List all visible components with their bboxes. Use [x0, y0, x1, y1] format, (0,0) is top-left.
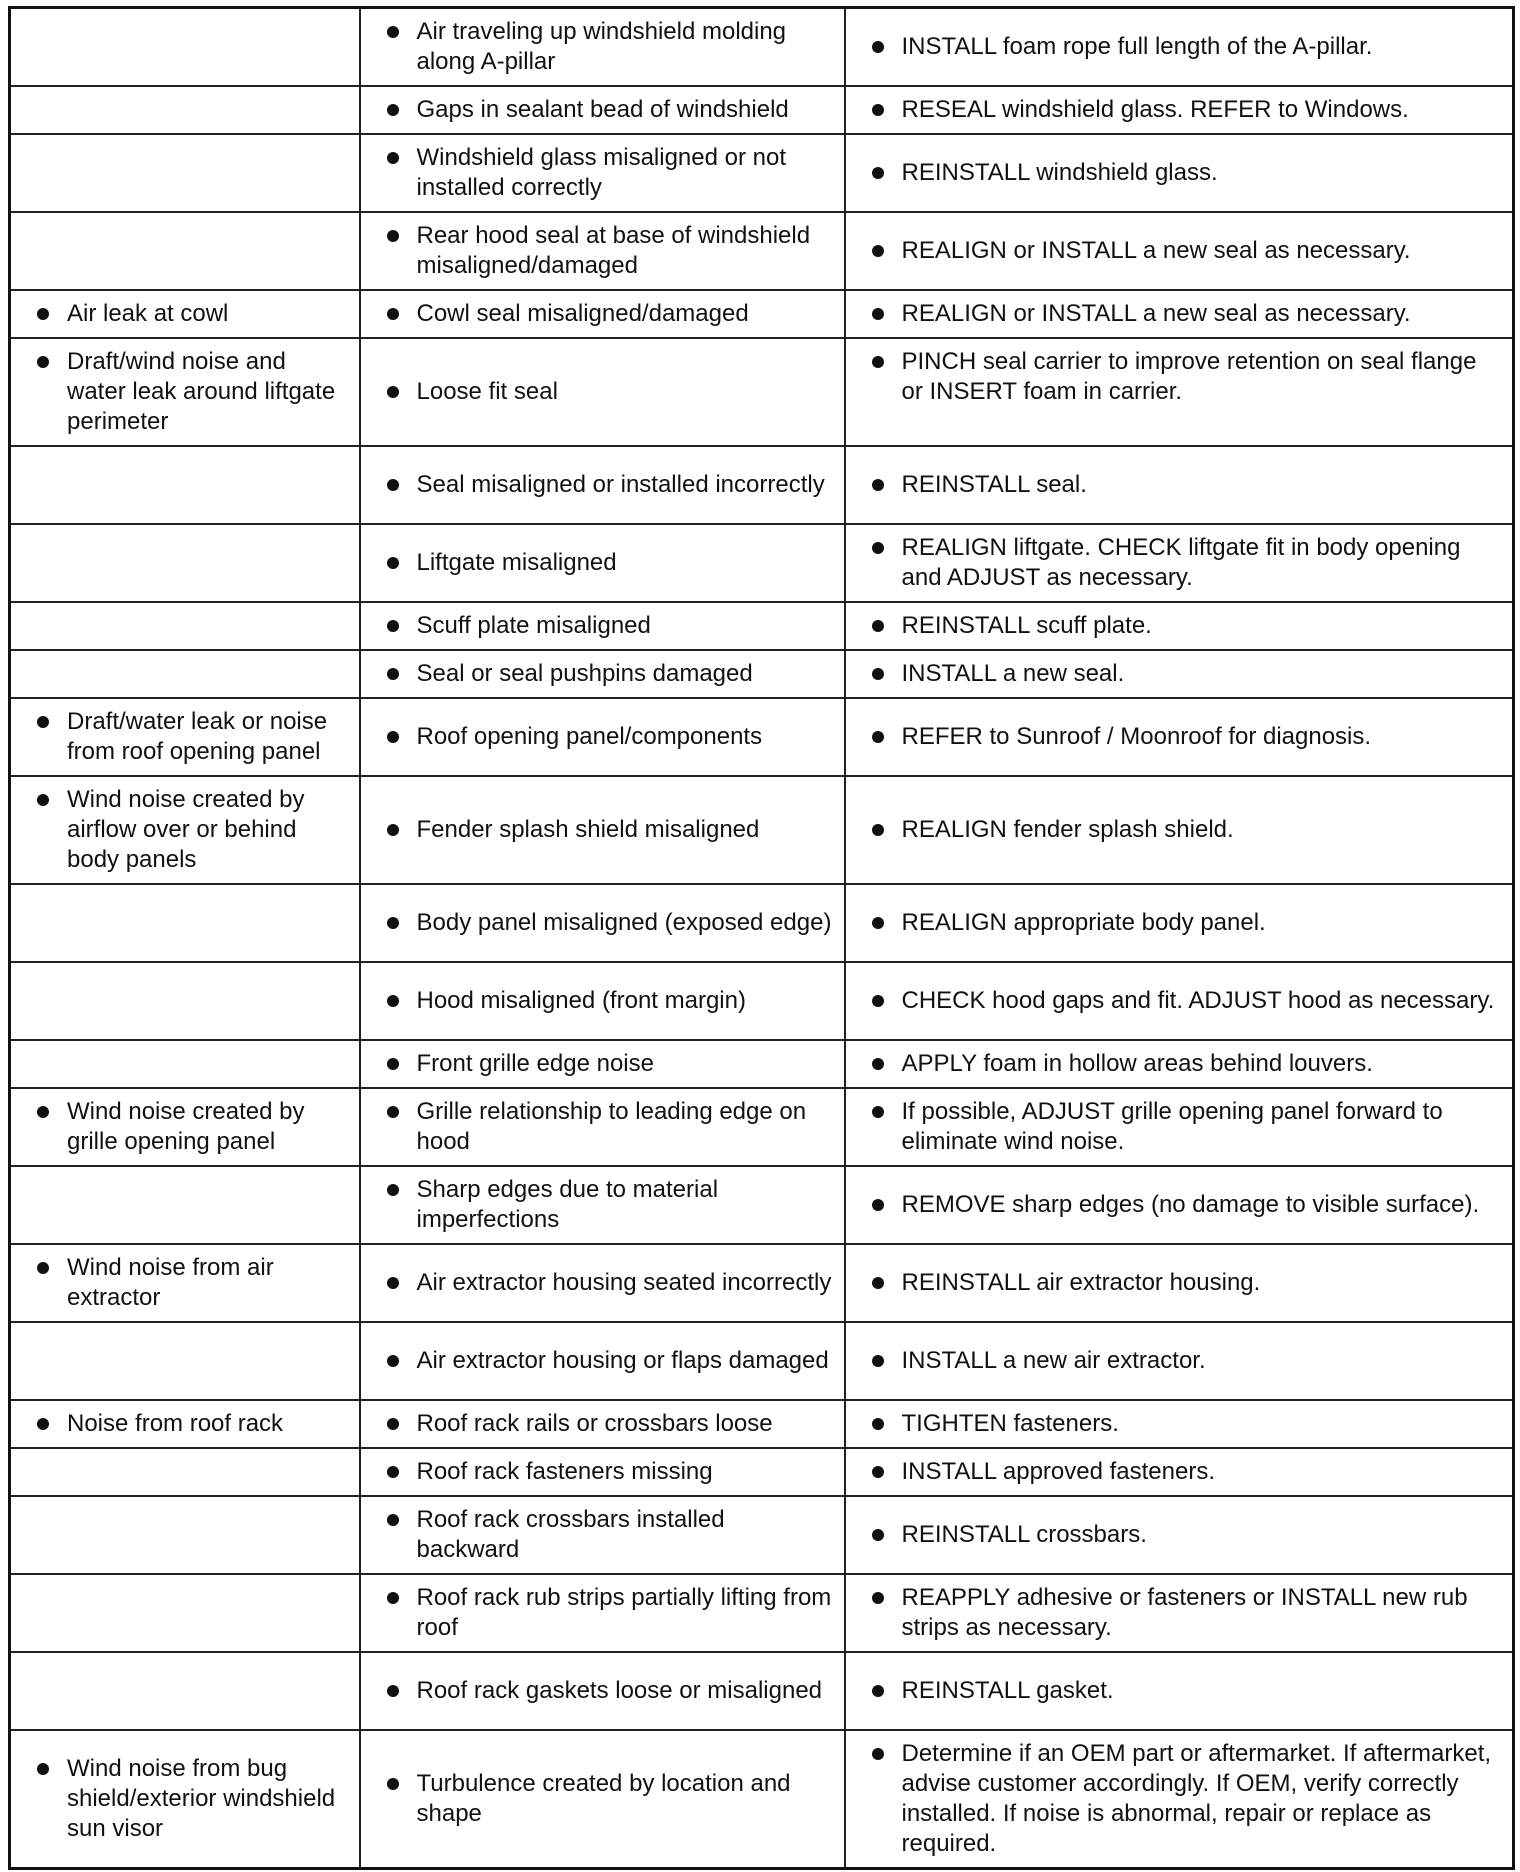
symptom-cell [10, 446, 360, 524]
action-text: REINSTALL seal. [901, 471, 1087, 498]
symptom-cell [10, 338, 360, 446]
action-text: REAPPLY adhesive or fasteners or INSTALL new rub strips as necessary. [901, 1584, 1468, 1641]
symptom-cell [10, 650, 360, 698]
action-cell [845, 290, 1514, 338]
bullet-icon [387, 1355, 399, 1367]
table-row [10, 212, 1514, 290]
source-item [371, 548, 834, 578]
symptom-item [21, 1097, 349, 1157]
action-cell [845, 1574, 1514, 1652]
action-text: REALIGN or INSTALL a new seal as necessary. [901, 237, 1411, 264]
action-cell [845, 1652, 1514, 1730]
bullet-icon [387, 1778, 399, 1790]
action-item [856, 1739, 1503, 1859]
action-cell [845, 1400, 1514, 1448]
symptom-cell [10, 1730, 360, 1869]
bullet-icon [872, 1529, 884, 1541]
action-text: INSTALL a new seal. [901, 660, 1125, 687]
source-text: Grille relationship to leading edge on hood [416, 1098, 807, 1155]
bullet-icon [387, 1106, 399, 1118]
source-cell [360, 884, 845, 962]
action-text: TIGHTEN fasteners. [901, 1410, 1119, 1437]
bullet-icon [872, 104, 884, 116]
source-cell [360, 1040, 845, 1088]
action-text: INSTALL a new air extractor. [901, 1347, 1206, 1374]
action-text: REINSTALL air extractor housing. [901, 1269, 1261, 1296]
bullet-icon [872, 1748, 884, 1760]
bullet-icon [387, 620, 399, 632]
bullet-icon [387, 1592, 399, 1604]
bullet-icon [387, 668, 399, 680]
source-cell [360, 650, 845, 698]
action-text: Determine if an OEM part or aftermarket. If aftermarket, advise customer accordingly. If OEM, verify correctly installed. If noise is abnormal, repair or replace as required. [901, 1740, 1492, 1857]
source-text: Air extractor housing or flaps damaged [416, 1347, 829, 1374]
symptom-cell [10, 698, 360, 776]
bullet-icon [37, 308, 49, 320]
source-item [371, 1049, 834, 1079]
action-item [856, 815, 1503, 845]
source-text: Hood misaligned (front margin) [416, 987, 746, 1014]
source-text: Air traveling up windshield molding along A-pillar [416, 18, 787, 75]
source-item [371, 221, 834, 281]
bullet-icon [37, 1763, 49, 1775]
action-text: INSTALL approved fasteners. [901, 1458, 1215, 1485]
source-text: Windshield glass misaligned or not installed correctly [416, 144, 787, 201]
action-cell [845, 776, 1514, 884]
action-item [856, 986, 1503, 1016]
symptom-item [21, 707, 349, 767]
symptom-cell [10, 602, 360, 650]
symptom-chart-body [10, 8, 1514, 1869]
table-row [10, 1244, 1514, 1322]
action-item [856, 1676, 1503, 1706]
table-row [10, 524, 1514, 602]
symptom-text: Draft/wind noise and water leak around liftgate perimeter [67, 348, 336, 435]
table-row [10, 650, 1514, 698]
bullet-icon [37, 356, 49, 368]
source-cell [360, 86, 845, 134]
symptom-cell [10, 1040, 360, 1088]
action-item [856, 347, 1503, 407]
bullet-icon [387, 152, 399, 164]
action-text: If possible, ADJUST grille opening panel forward to eliminate wind noise. [901, 1098, 1443, 1155]
action-text: REALIGN or INSTALL a new seal as necessary. [901, 300, 1411, 327]
symptom-item [21, 347, 349, 437]
symptom-item [21, 299, 349, 329]
bullet-icon [872, 824, 884, 836]
table-row [10, 962, 1514, 1040]
bullet-icon [872, 1685, 884, 1697]
table-row [10, 1088, 1514, 1166]
bullet-icon [872, 1466, 884, 1478]
action-item [856, 1049, 1503, 1079]
action-cell [845, 338, 1514, 446]
source-text: Roof rack rails or crossbars loose [416, 1410, 773, 1437]
symptom-item [21, 785, 349, 875]
action-cell [845, 1448, 1514, 1496]
table-row [10, 1166, 1514, 1244]
table-row [10, 446, 1514, 524]
source-item [371, 1505, 834, 1565]
source-text: Fender splash shield misaligned [416, 816, 760, 843]
bullet-icon [872, 41, 884, 53]
source-cell [360, 1088, 845, 1166]
diagnosis-sheet [8, 6, 1512, 1866]
source-text: Body panel misaligned (exposed edge) [416, 909, 832, 936]
action-text: RESEAL windshield glass. REFER to Windows. [901, 96, 1409, 123]
source-text: Front grille edge noise [416, 1050, 654, 1077]
action-item [856, 1190, 1503, 1220]
source-cell [360, 698, 845, 776]
source-cell [360, 776, 845, 884]
bullet-icon [387, 1685, 399, 1697]
table-row [10, 1322, 1514, 1400]
table-row [10, 1730, 1514, 1869]
table-row [10, 776, 1514, 884]
table-row [10, 1652, 1514, 1730]
action-text: REALIGN liftgate. CHECK liftgate fit in body opening and ADJUST as necessary. [901, 534, 1461, 591]
table-row [10, 1574, 1514, 1652]
action-cell [845, 698, 1514, 776]
bullet-icon [387, 1418, 399, 1430]
action-item [856, 95, 1503, 125]
action-text: REINSTALL gasket. [901, 1677, 1114, 1704]
symptom-cell [10, 884, 360, 962]
bullet-icon [37, 1418, 49, 1430]
bullet-icon [387, 1277, 399, 1289]
source-cell [360, 1322, 845, 1400]
source-cell [360, 962, 845, 1040]
action-item [856, 533, 1503, 593]
action-item [856, 1346, 1503, 1376]
symptom-cell [10, 86, 360, 134]
bullet-icon [872, 356, 884, 368]
table-row [10, 1040, 1514, 1088]
source-item [371, 299, 834, 329]
bullet-icon [872, 542, 884, 554]
bullet-icon [387, 479, 399, 491]
source-cell [360, 212, 845, 290]
source-item [371, 1457, 834, 1487]
source-item [371, 377, 834, 407]
symptom-text: Wind noise created by airflow over or behind body panels [67, 786, 305, 873]
action-cell [845, 86, 1514, 134]
bullet-icon [37, 1262, 49, 1274]
action-item [856, 470, 1503, 500]
bullet-icon [387, 26, 399, 38]
source-text: Scuff plate misaligned [416, 612, 651, 639]
symptom-cell [10, 962, 360, 1040]
bullet-icon [37, 794, 49, 806]
source-item [371, 1769, 834, 1829]
action-item [856, 1457, 1503, 1487]
table-row [10, 884, 1514, 962]
symptom-cell [10, 290, 360, 338]
table-row [10, 1400, 1514, 1448]
bullet-icon [872, 479, 884, 491]
bullet-icon [387, 557, 399, 569]
source-text: Liftgate misaligned [416, 549, 617, 576]
source-item [371, 659, 834, 689]
action-item [856, 1409, 1503, 1439]
bullet-icon [387, 386, 399, 398]
source-cell [360, 1652, 845, 1730]
bullet-icon [37, 716, 49, 728]
bullet-icon [872, 668, 884, 680]
symptom-cell [10, 1166, 360, 1244]
table-row [10, 1496, 1514, 1574]
source-item [371, 95, 834, 125]
action-text: REMOVE sharp edges (no damage to visible surface). [901, 1191, 1480, 1218]
bullet-icon [387, 731, 399, 743]
source-cell [360, 1448, 845, 1496]
source-text: Turbulence created by location and shape [416, 1770, 791, 1827]
source-text: Roof rack crossbars installed backward [416, 1506, 725, 1563]
source-text: Roof opening panel/components [416, 723, 763, 750]
source-text: Roof rack fasteners missing [416, 1458, 713, 1485]
symptom-chart-table [8, 6, 1515, 1870]
table-row [10, 134, 1514, 212]
bullet-icon [872, 1418, 884, 1430]
source-cell [360, 602, 845, 650]
action-item [856, 1520, 1503, 1550]
source-text: Seal or seal pushpins damaged [416, 660, 753, 687]
action-item [856, 722, 1503, 752]
source-cell [360, 446, 845, 524]
symptom-item [21, 1253, 349, 1313]
action-item [856, 908, 1503, 938]
source-item [371, 722, 834, 752]
source-item [371, 1346, 834, 1376]
table-row [10, 602, 1514, 650]
source-text: Cowl seal misaligned/damaged [416, 300, 749, 327]
source-text: Air extractor housing seated incorrectly [416, 1269, 832, 1296]
bullet-icon [872, 167, 884, 179]
bullet-icon [387, 1184, 399, 1196]
source-item [371, 1583, 834, 1643]
action-cell [845, 1730, 1514, 1869]
source-cell [360, 1496, 845, 1574]
action-text: REINSTALL scuff plate. [901, 612, 1152, 639]
bullet-icon [387, 1058, 399, 1070]
action-text: APPLY foam in hollow areas behind louvers. [901, 1050, 1373, 1077]
action-cell [845, 134, 1514, 212]
symptom-item [21, 1409, 349, 1439]
symptom-cell [10, 1244, 360, 1322]
source-cell [360, 290, 845, 338]
source-text: Gaps in sealant bead of windshield [416, 96, 789, 123]
source-text: Rear hood seal at base of windshield misaligned/damaged [416, 222, 811, 279]
action-cell [845, 602, 1514, 650]
bullet-icon [387, 104, 399, 116]
source-cell [360, 1244, 845, 1322]
source-item [371, 1409, 834, 1439]
action-text: REINSTALL windshield glass. [901, 159, 1218, 186]
action-item [856, 1583, 1503, 1643]
symptom-text: Wind noise from bug shield/exterior windshield sun visor [67, 1755, 336, 1842]
source-cell [360, 1166, 845, 1244]
table-row [10, 86, 1514, 134]
source-item [371, 470, 834, 500]
action-text: REINSTALL crossbars. [901, 1521, 1147, 1548]
symptom-cell [10, 1448, 360, 1496]
source-item [371, 1097, 834, 1157]
symptom-cell [10, 1652, 360, 1730]
source-cell [360, 338, 845, 446]
table-row [10, 338, 1514, 446]
symptom-item [21, 1754, 349, 1844]
bullet-icon [872, 731, 884, 743]
symptom-cell [10, 212, 360, 290]
bullet-icon [872, 245, 884, 257]
source-item [371, 1175, 834, 1235]
bullet-icon [872, 1592, 884, 1604]
source-cell [360, 1730, 845, 1869]
action-cell [845, 1244, 1514, 1322]
table-row [10, 8, 1514, 87]
source-item [371, 986, 834, 1016]
bullet-icon [872, 1106, 884, 1118]
source-text: Sharp edges due to material imperfections [416, 1176, 719, 1233]
bullet-icon [387, 308, 399, 320]
bullet-icon [872, 1199, 884, 1211]
action-cell [845, 884, 1514, 962]
bullet-icon [872, 308, 884, 320]
source-item [371, 815, 834, 845]
action-text: PINCH seal carrier to improve retention on seal flange or INSERT foam in carrier. [901, 348, 1477, 405]
bullet-icon [872, 995, 884, 1007]
symptom-cell [10, 1574, 360, 1652]
symptom-text: Wind noise from air extractor [67, 1254, 274, 1311]
source-text: Loose fit seal [416, 378, 558, 405]
action-cell [845, 8, 1514, 87]
symptom-cell [10, 776, 360, 884]
source-cell [360, 524, 845, 602]
bullet-icon [387, 230, 399, 242]
bullet-icon [387, 824, 399, 836]
bullet-icon [872, 1355, 884, 1367]
action-item [856, 32, 1503, 62]
bullet-icon [387, 917, 399, 929]
action-text: REALIGN appropriate body panel. [901, 909, 1266, 936]
action-item [856, 299, 1503, 329]
symptom-cell [10, 1088, 360, 1166]
source-cell [360, 1400, 845, 1448]
bullet-icon [872, 1277, 884, 1289]
source-text: Roof rack rub strips partially lifting from roof [416, 1584, 832, 1641]
source-cell [360, 1574, 845, 1652]
bullet-icon [387, 995, 399, 1007]
source-cell [360, 134, 845, 212]
source-item [371, 17, 834, 77]
bullet-icon [872, 620, 884, 632]
action-cell [845, 446, 1514, 524]
action-cell [845, 524, 1514, 602]
bullet-icon [872, 1058, 884, 1070]
symptom-text: Wind noise created by grille opening panel [67, 1098, 305, 1155]
action-item [856, 1097, 1503, 1157]
action-cell [845, 1496, 1514, 1574]
source-item [371, 611, 834, 641]
action-cell [845, 1040, 1514, 1088]
action-cell [845, 650, 1514, 698]
source-item [371, 1676, 834, 1706]
symptom-cell [10, 1322, 360, 1400]
source-item [371, 1268, 834, 1298]
action-cell [845, 1088, 1514, 1166]
symptom-cell [10, 134, 360, 212]
action-text: REFER to Sunroof / Moonroof for diagnosis. [901, 723, 1372, 750]
action-cell [845, 212, 1514, 290]
bullet-icon [387, 1466, 399, 1478]
bullet-icon [872, 917, 884, 929]
source-item [371, 143, 834, 203]
action-cell [845, 1322, 1514, 1400]
action-cell [845, 1166, 1514, 1244]
action-cell [845, 962, 1514, 1040]
action-text: REALIGN fender splash shield. [901, 816, 1234, 843]
action-text: CHECK hood gaps and fit. ADJUST hood as necessary. [901, 987, 1495, 1014]
symptom-cell [10, 1496, 360, 1574]
source-text: Roof rack gaskets loose or misaligned [416, 1677, 823, 1704]
symptom-cell [10, 524, 360, 602]
symptom-cell [10, 1400, 360, 1448]
symptom-text: Noise from roof rack [67, 1410, 284, 1437]
source-cell [360, 8, 845, 87]
symptom-cell [10, 8, 360, 87]
action-text: INSTALL foam rope full length of the A-pillar. [901, 33, 1373, 60]
action-item [856, 158, 1503, 188]
action-item [856, 1268, 1503, 1298]
bullet-icon [387, 1514, 399, 1526]
symptom-text: Air leak at cowl [67, 300, 229, 327]
table-row [10, 290, 1514, 338]
action-item [856, 659, 1503, 689]
action-item [856, 611, 1503, 641]
source-text: Seal misaligned or installed incorrectly [416, 471, 825, 498]
symptom-text: Draft/water leak or noise from roof opening panel [67, 708, 328, 765]
source-item [371, 908, 834, 938]
table-row [10, 698, 1514, 776]
action-item [856, 236, 1503, 266]
table-row [10, 1448, 1514, 1496]
bullet-icon [37, 1106, 49, 1118]
